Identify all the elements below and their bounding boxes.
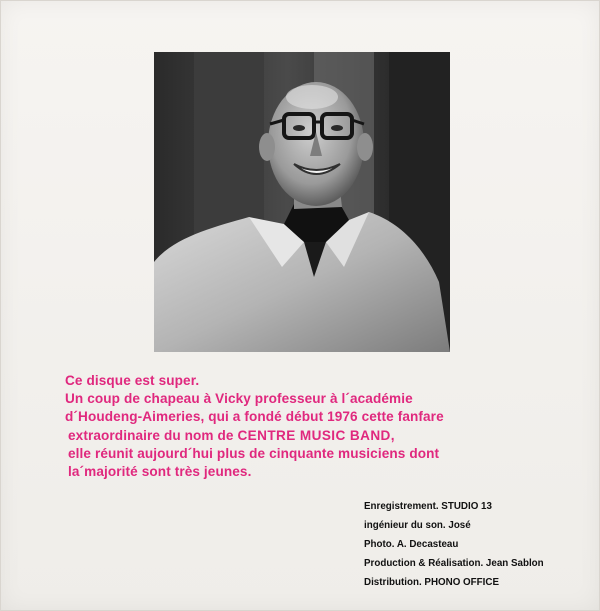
message-line: elle réunit aujourd´hui plus de cinquante musiciens dont: [68, 445, 440, 461]
message-line: la´majorité sont très jeunes.: [68, 464, 252, 480]
message-line: [65, 427, 525, 445]
credit-distribution: Distribution. PHONO OFFICE: [364, 577, 499, 588]
dedication-text: [65, 372, 525, 481]
credit-photo: Photo. A. Decasteau: [364, 539, 459, 550]
message-line-suffix: ,: [390, 427, 395, 443]
credit-recording: Enregistrement. STUDIO 13: [364, 501, 492, 512]
message-line: Ce disque est super.: [65, 373, 200, 388]
credit-engineer: ingénieur du son. José: [364, 520, 471, 531]
message-line: d´Houdeng-Aimeries, qui a fondé début 1976 cette fanfare: [65, 409, 444, 425]
band-name: CENTRE MUSIC BAND: [237, 427, 391, 443]
credits-block: [364, 497, 584, 592]
message-line-prefix: extraordinaire du nom de: [68, 427, 238, 443]
portrait-illustration: [154, 52, 450, 352]
credit-production: Production & Réalisation. Jean Sablon: [364, 558, 544, 569]
portrait-photo: [154, 52, 450, 352]
message-line: Un coup de chapeau à Vicky professeur à l´académie: [65, 391, 413, 407]
